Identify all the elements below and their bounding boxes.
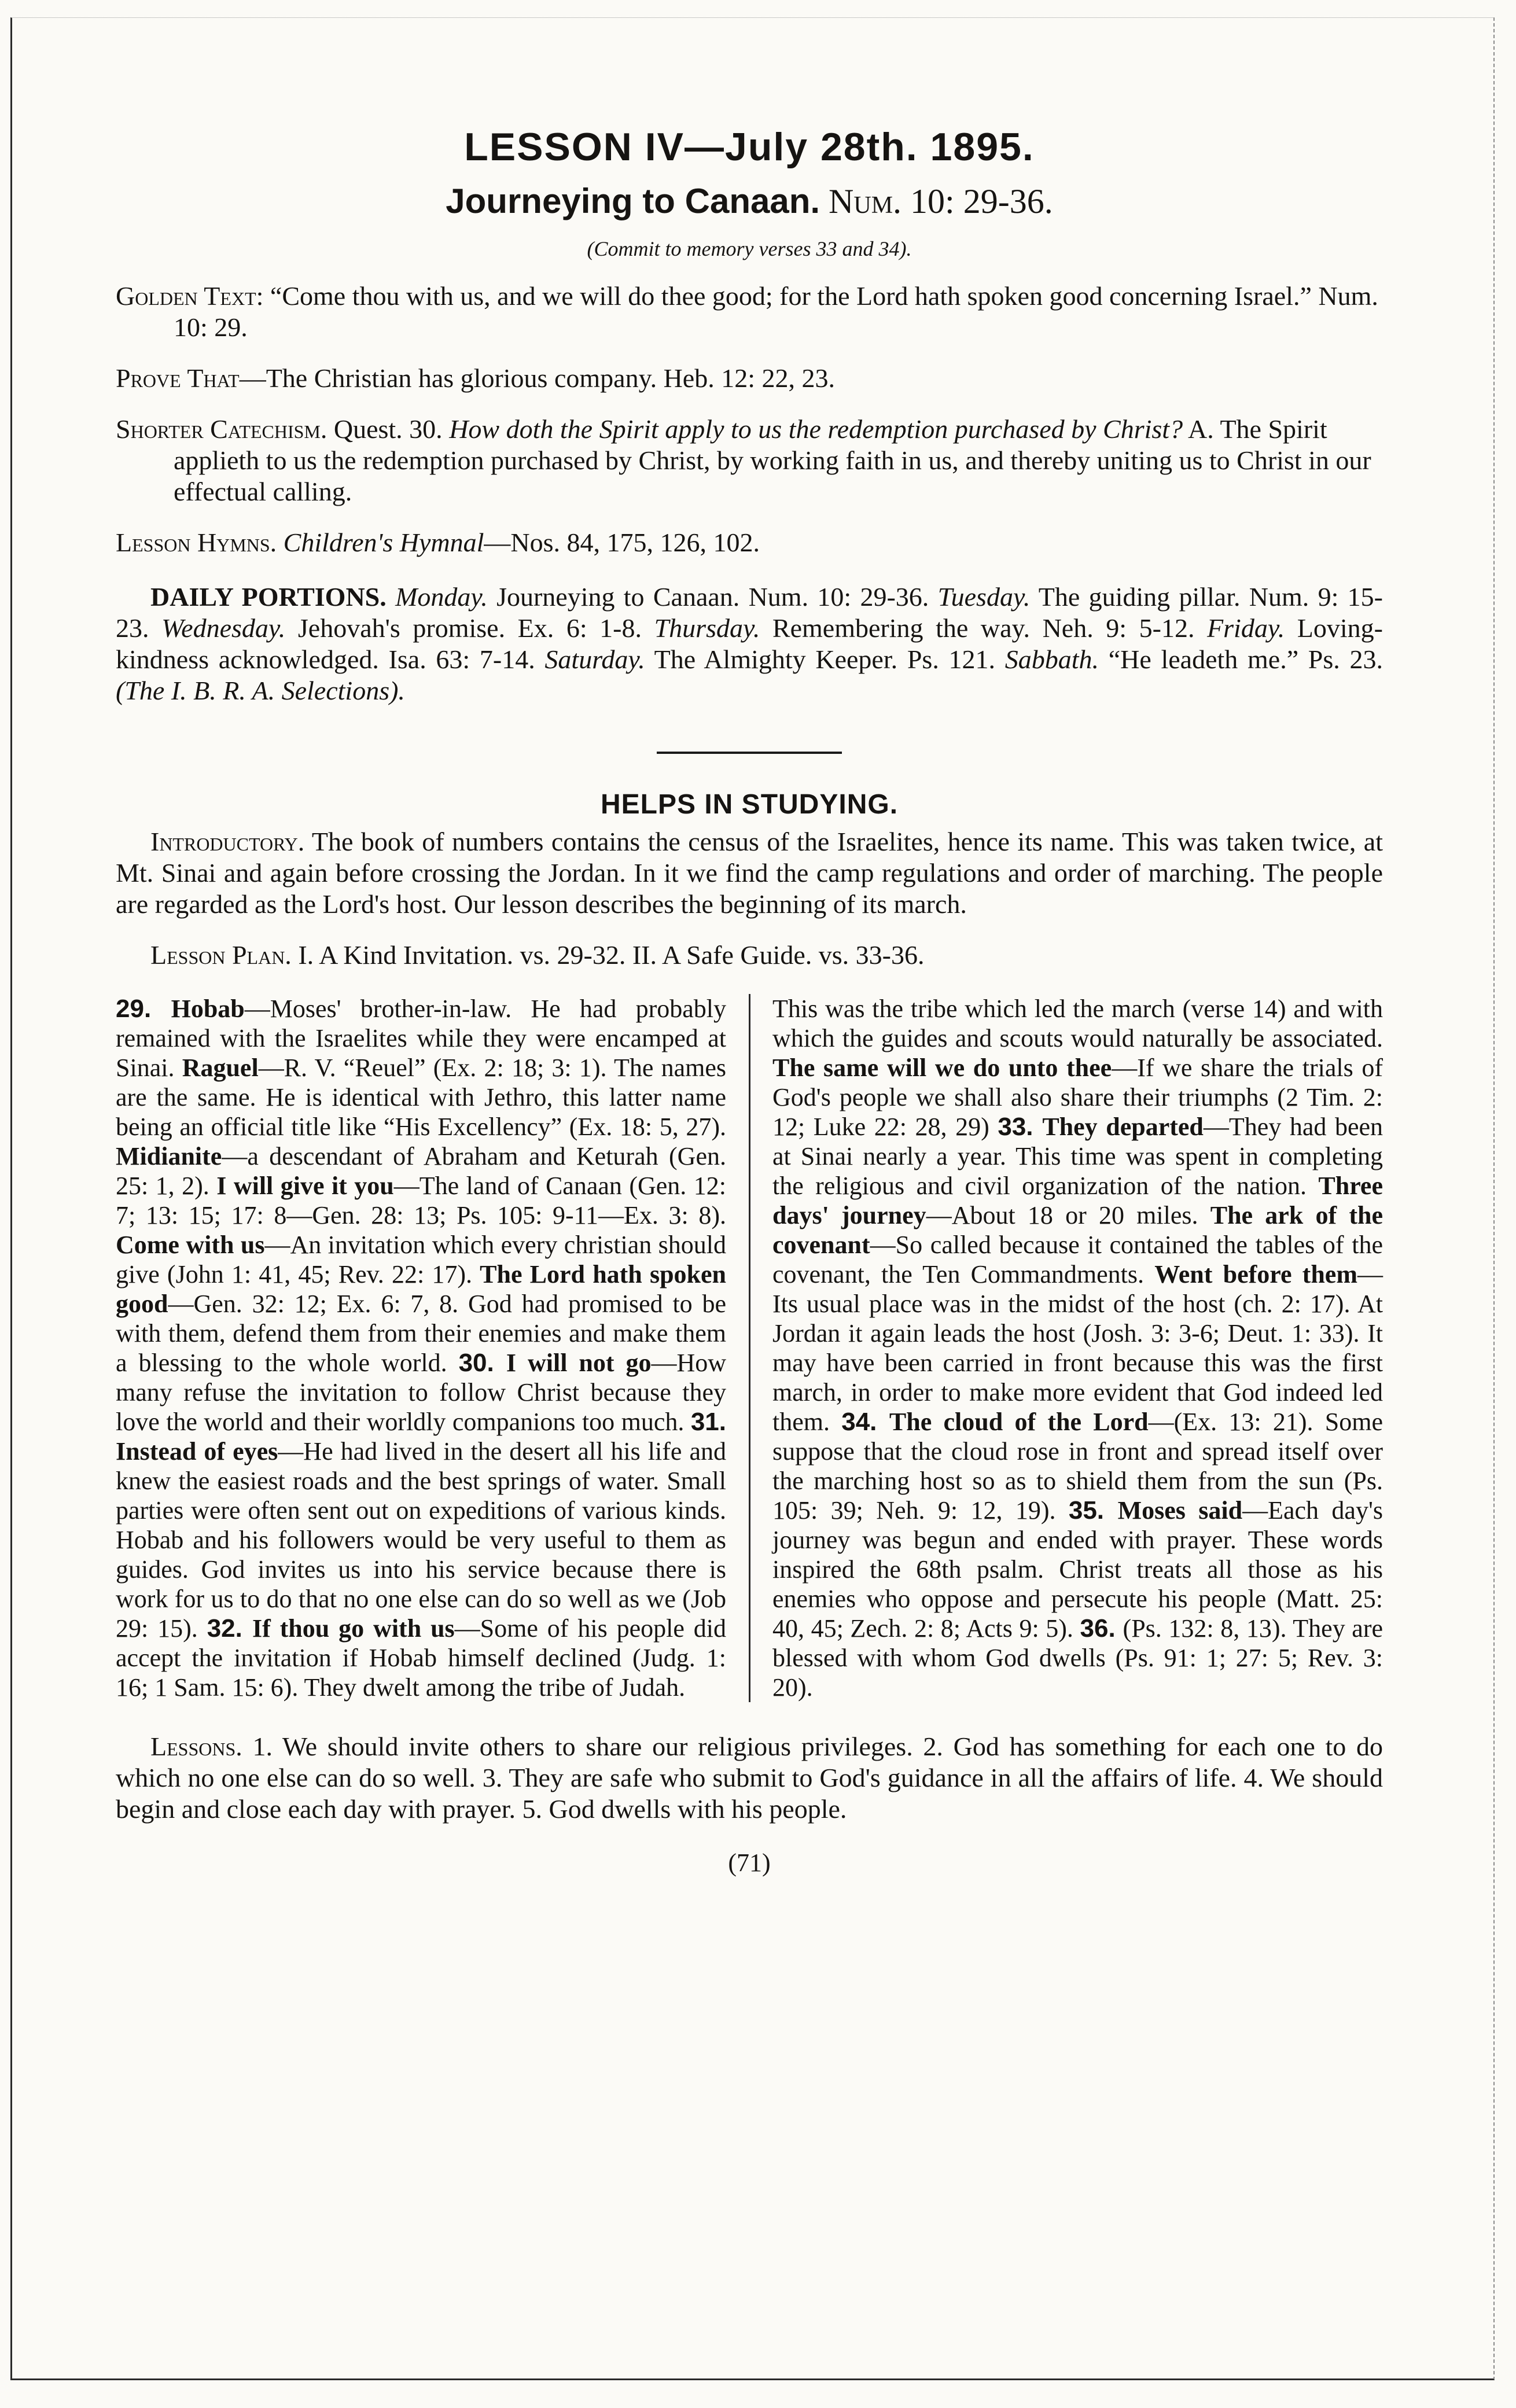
note-text: —Gen. 32: 12; Ex. 6: 7, 8. God had promised to be with them, defend them from their enemies and make them a blessing to the whole world.	[116, 1290, 726, 1377]
reading-friday: Loving-kindness acknowledged. Isa. 63: 7-14.	[116, 613, 1383, 674]
note-text: (Ps. 132: 8, 13). They are blessed with whom God dwells (Ps. 91: 1; 27: 5; Rev. 3: 20).	[772, 1614, 1383, 1702]
note-text: —An invitation which every christian should give (John 1: 41, 45; Rev. 22: 17).	[116, 1231, 726, 1288]
helps-heading: HELPS IN STUDYING.	[600, 789, 899, 820]
hymns-label: Lesson Hymns.	[116, 528, 277, 557]
note-headword: The Lord hath spoken good	[116, 1260, 727, 1318]
section-divider	[657, 752, 842, 754]
note-text: —Moses' brother-in-law. He had probably remained with the Israelites while they were encamped at Sinai.	[116, 995, 726, 1082]
note-segment	[116, 1614, 726, 1702]
lessons-summary	[116, 1731, 1383, 1825]
day-sabbath: Sabbath.	[1004, 645, 1099, 674]
commit-to-memory: (Commit to memory verses 33 and 34).	[587, 237, 912, 260]
note-headword: The cloud of the Lord	[889, 1408, 1149, 1436]
note-text: —Each day's journey was begun and ended with prayer. These words inspired the 68th psalm. Christ treats all those as his enemies who oppose and persecute his people (Matt. 25: 40, 45; Zech. 2: 8; Acts 9: 5).	[772, 1496, 1383, 1643]
notes-left-column	[116, 994, 726, 1702]
golden-text	[116, 281, 1383, 343]
catechism-label: Shorter Catechism.	[116, 414, 328, 444]
introductory-label: Introductory.	[150, 827, 305, 856]
day-wednesday: Wednesday.	[161, 613, 286, 643]
shorter-catechism	[116, 414, 1383, 507]
note-segment	[772, 995, 1383, 1052]
day-thursday: Thursday.	[654, 613, 760, 643]
verse-number: 30.	[458, 1349, 506, 1377]
hymns-numbers: —Nos. 84, 175, 126, 102.	[484, 528, 760, 557]
note-headword: The same will we do unto thee	[772, 1054, 1112, 1082]
note-text: —Its usual place was in the midst of the host (ch. 2: 17). At Jordan it again leads the host (Josh. 3: 3-6; Deut. 1: 33). It may have been carried in front because this was the first march, in order to make more evident that God indeed led them.	[772, 1260, 1383, 1436]
note-text: —(Ex. 13: 21). Some suppose that the cloud rose in front and spread itself over the marching host so as to shield them from the sun (Ps. 105: 39; Neh. 9: 12, 19).	[772, 1408, 1383, 1525]
note-text: —About 18 or 20 miles.	[926, 1201, 1210, 1229]
lesson-subtitle	[116, 181, 1383, 222]
lessons-label: Lessons.	[150, 1732, 242, 1761]
lesson-title: LESSON IV—July 28th. 1895.	[464, 125, 1035, 169]
lesson-subtitle-title: Journeying to Canaan.	[446, 182, 820, 220]
page-number: (71)	[728, 1849, 771, 1877]
prove-that	[116, 363, 1383, 394]
ibra-selections: (The I. B. R. A. Selections).	[116, 676, 405, 705]
reading-thursday: Remembering the way. Neh. 9: 5-12.	[760, 613, 1208, 643]
reading-sabbath: “He leadeth me.” Ps. 23.	[1099, 645, 1383, 674]
note-text: —Some of his people did accept the invitation if Hobab himself declined (Judg. 1: 16; 1 Sam. 15: 6). They dwelt among the tribe of Judah.	[116, 1614, 727, 1702]
note-headword: Went before them	[1154, 1260, 1357, 1288]
day-monday: Monday.	[395, 582, 488, 612]
reading-monday: Journeying to Canaan. Num. 10: 29-36.	[487, 582, 938, 612]
note-segment	[116, 1408, 726, 1643]
daily-portions	[116, 581, 1383, 706]
reading-wednesday: Jehovah's promise. Ex. 6: 1-8.	[285, 613, 654, 643]
note-headword: If thou go with us	[252, 1614, 455, 1643]
introductory	[116, 826, 1383, 920]
verse-number: 36.	[1080, 1614, 1123, 1643]
daily-portions-label: DAILY PORTIONS.	[150, 582, 387, 612]
note-text: —How many refuse the invitation to follow Christ because they love the world and their worldly companions too much.	[116, 1349, 727, 1436]
lesson-hymns	[116, 527, 1383, 558]
reading-saturday: The Almighty Keeper. Ps. 121.	[645, 645, 1005, 674]
day-friday: Friday.	[1207, 613, 1285, 643]
note-text: —a descendant of Abraham and Keturah (Gen. 25: 1, 2).	[116, 1142, 726, 1200]
note-headword: Three days' journey	[772, 1172, 1383, 1229]
hymns-book: Children's Hymnal	[277, 528, 484, 557]
lesson-plan-label: Lesson Plan.	[150, 940, 292, 970]
note-segment	[116, 1054, 726, 1141]
verse-number: 35.	[1068, 1496, 1118, 1525]
reading-tuesday: The guiding pillar. Num. 9: 15-23.	[116, 582, 1383, 643]
note-headword: Midianite	[116, 1142, 222, 1170]
catechism-answer: A. The Spirit applieth to us the redemption purchased by Christ, by working faith in us, and thereby uniting us to Christ in our effectual calling.	[174, 414, 1371, 506]
note-headword: Moses said	[1117, 1496, 1243, 1525]
verse-number: 32.	[207, 1614, 252, 1643]
day-saturday: Saturday.	[544, 645, 645, 674]
page-content	[116, 124, 1383, 1877]
verse-number: 34.	[841, 1408, 889, 1436]
catechism-quest: Quest. 30.	[327, 414, 450, 444]
introductory-body: The book of numbers contains the census of the Israelites, hence its name. This was taken twice, at Mt. Sinai and again before crossing the Jordan. In it we find the camp regulations and order of marching. The people are regarded as the Lord's host. Our lesson describes the beginning of its march.	[116, 827, 1383, 919]
note-text: —They had been at Sinai nearly a year. This time was spent in completing the religious and civil organization of the nation.	[772, 1113, 1383, 1200]
note-headword: The ark of the covenant	[772, 1201, 1383, 1259]
note-headword: I will give it you	[216, 1172, 394, 1200]
note-text: —He had lived in the desert all his life and knew the easiest roads and the best springs of water. Small parties were often sent out on expeditions of various kinds. Hobab and his followers would be very useful to them as guides. God invites us into his service because there is work for us to do that no one else can do so well as we (Job 29: 15).	[116, 1437, 727, 1643]
day-tuesday: Tuesday.	[937, 582, 1031, 612]
column-divider	[749, 994, 750, 1702]
note-text: —R. V. “Reuel” (Ex. 2: 18; 3: 1). The names are the same. He is identical with Jethro, this latter name being an official title like “His Excellency” (Ex. 18: 5, 27).	[116, 1054, 727, 1141]
catechism-question: How doth the Spirit apply to us the redemption purchased by Christ?	[449, 414, 1183, 444]
notes-right-column	[772, 994, 1383, 1702]
note-headword: Raguel	[182, 1054, 259, 1082]
note-headword: Hobab	[171, 995, 245, 1023]
verse-number: 31.	[690, 1408, 726, 1436]
verse-number: 29.	[116, 995, 171, 1023]
note-text: —If we share the trials of God's people we shall also share their triumphs (2 Tim. 2: 12; Luke 22: 28, 29)	[772, 1054, 1383, 1141]
lesson-scripture-ref: Num. 10: 29-36.	[829, 182, 1053, 220]
prove-that-body: —The Christian has glorious company. Heb. 12: 22, 23.	[239, 363, 836, 393]
note-headword: Come with us	[116, 1231, 265, 1259]
golden-text-body: “Come thou with us, and we will do thee good; for the Lord hath spoken good concerning Israel.” Num. 10: 29.	[174, 281, 1378, 342]
golden-text-label: Golden Text:	[116, 281, 264, 311]
note-headword: I will not go	[506, 1349, 652, 1377]
notes-columns	[116, 994, 1383, 1702]
note-text: This was the tribe which led the march (verse 14) and with which the guides and scouts would naturally be associated.	[772, 995, 1383, 1052]
note-text: —So called because it contained the tables of the covenant, the Ten Commandments.	[772, 1231, 1383, 1288]
note-headword: Instead of eyes	[116, 1437, 278, 1466]
prove-that-label: Prove That	[116, 363, 240, 393]
lesson-plan	[116, 940, 1383, 971]
note-headword: They departed	[1042, 1113, 1204, 1141]
verse-number: 33.	[998, 1113, 1043, 1141]
note-text: —The land of Canaan (Gen. 12: 7; 13: 15; 17: 8—Gen. 28: 13; Ps. 105: 9-11—Ex. 3: 8).	[116, 1172, 726, 1229]
lessons-body: 1. We should invite others to share our religious privileges. 2. God has something for each one to do which no one else can do so well. 3. They are safe who submit to God's guidance in all the affairs of life. 4. We should begin and close each day with prayer. 5. God dwells with his people.	[116, 1732, 1383, 1824]
lesson-plan-body: I. A Kind Invitation. vs. 29-32. II. A Safe Guide. vs. 33-36.	[291, 940, 925, 970]
